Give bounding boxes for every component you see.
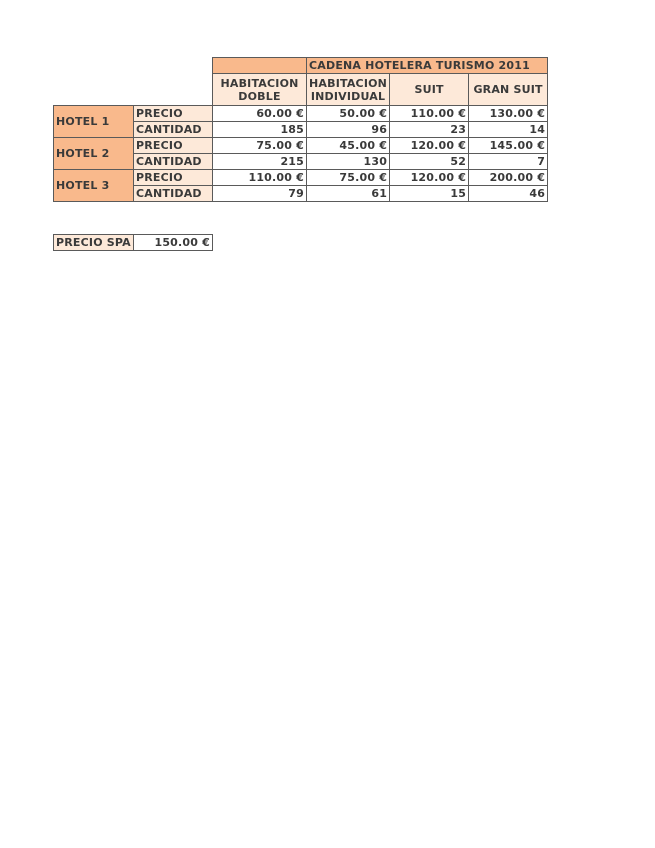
data-cell[interactable]: 15 [390,186,469,202]
spa-label-cell[interactable]: PRECIO SPA [54,235,134,251]
empty-cell [54,74,134,106]
data-cell[interactable]: 185 [213,122,307,138]
data-cell[interactable]: 130 [307,154,390,170]
data-cell[interactable]: 145.00 € [469,138,548,154]
data-cell[interactable]: 46 [469,186,548,202]
column-header-individual[interactable]: HABITACION INDIVIDUAL [307,74,390,106]
row-label-cell[interactable]: CANTIDAD [134,154,213,170]
data-cell[interactable]: 215 [213,154,307,170]
data-cell[interactable]: 110.00 € [213,170,307,186]
column-header-gran-suit[interactable]: GRAN SUIT [469,74,548,106]
data-cell[interactable]: 96 [307,122,390,138]
data-cell[interactable]: 45.00 € [307,138,390,154]
column-header-doble[interactable]: HABITACION DOBLE [213,74,307,106]
data-cell[interactable]: 14 [469,122,548,138]
row-label-cell[interactable]: PRECIO [134,106,213,122]
data-cell[interactable]: 50.00 € [307,106,390,122]
data-cell[interactable]: 110.00 € [390,106,469,122]
data-cell[interactable]: 60.00 € [213,106,307,122]
title-empty-cell[interactable] [213,58,307,74]
data-cell[interactable]: 200.00 € [469,170,548,186]
data-cell[interactable]: 75.00 € [213,138,307,154]
hotel-name-cell[interactable]: HOTEL 2 [54,138,134,170]
row-label-cell[interactable]: CANTIDAD [134,122,213,138]
data-cell[interactable]: 52 [390,154,469,170]
row-label-cell[interactable]: PRECIO [134,138,213,154]
spa-row [54,235,213,251]
empty-cell [134,74,213,106]
column-header-row [54,74,548,106]
empty-cell [54,58,134,74]
empty-cell [134,58,213,74]
data-cell[interactable]: 130.00 € [469,106,548,122]
spa-value-cell[interactable]: 150.00 € [134,235,213,251]
spa-price-table [53,234,213,251]
data-cell[interactable]: 61 [307,186,390,202]
column-header-suit[interactable]: SUIT [390,74,469,106]
table-row [54,106,548,122]
data-cell[interactable]: 7 [469,154,548,170]
hotel-name-cell[interactable]: HOTEL 3 [54,170,134,202]
data-cell[interactable]: 120.00 € [390,170,469,186]
table-title[interactable]: CADENA HOTELERA TURISMO 2011 [307,58,548,74]
row-label-cell[interactable]: PRECIO [134,170,213,186]
data-cell[interactable]: 120.00 € [390,138,469,154]
row-label-cell[interactable]: CANTIDAD [134,186,213,202]
hotel-name-cell[interactable]: HOTEL 1 [54,106,134,138]
hotel-price-table [53,57,548,202]
table-row [54,170,548,186]
data-cell[interactable]: 75.00 € [307,170,390,186]
data-cell[interactable]: 79 [213,186,307,202]
data-cell[interactable]: 23 [390,122,469,138]
table-row [54,138,548,154]
title-row [54,58,548,74]
